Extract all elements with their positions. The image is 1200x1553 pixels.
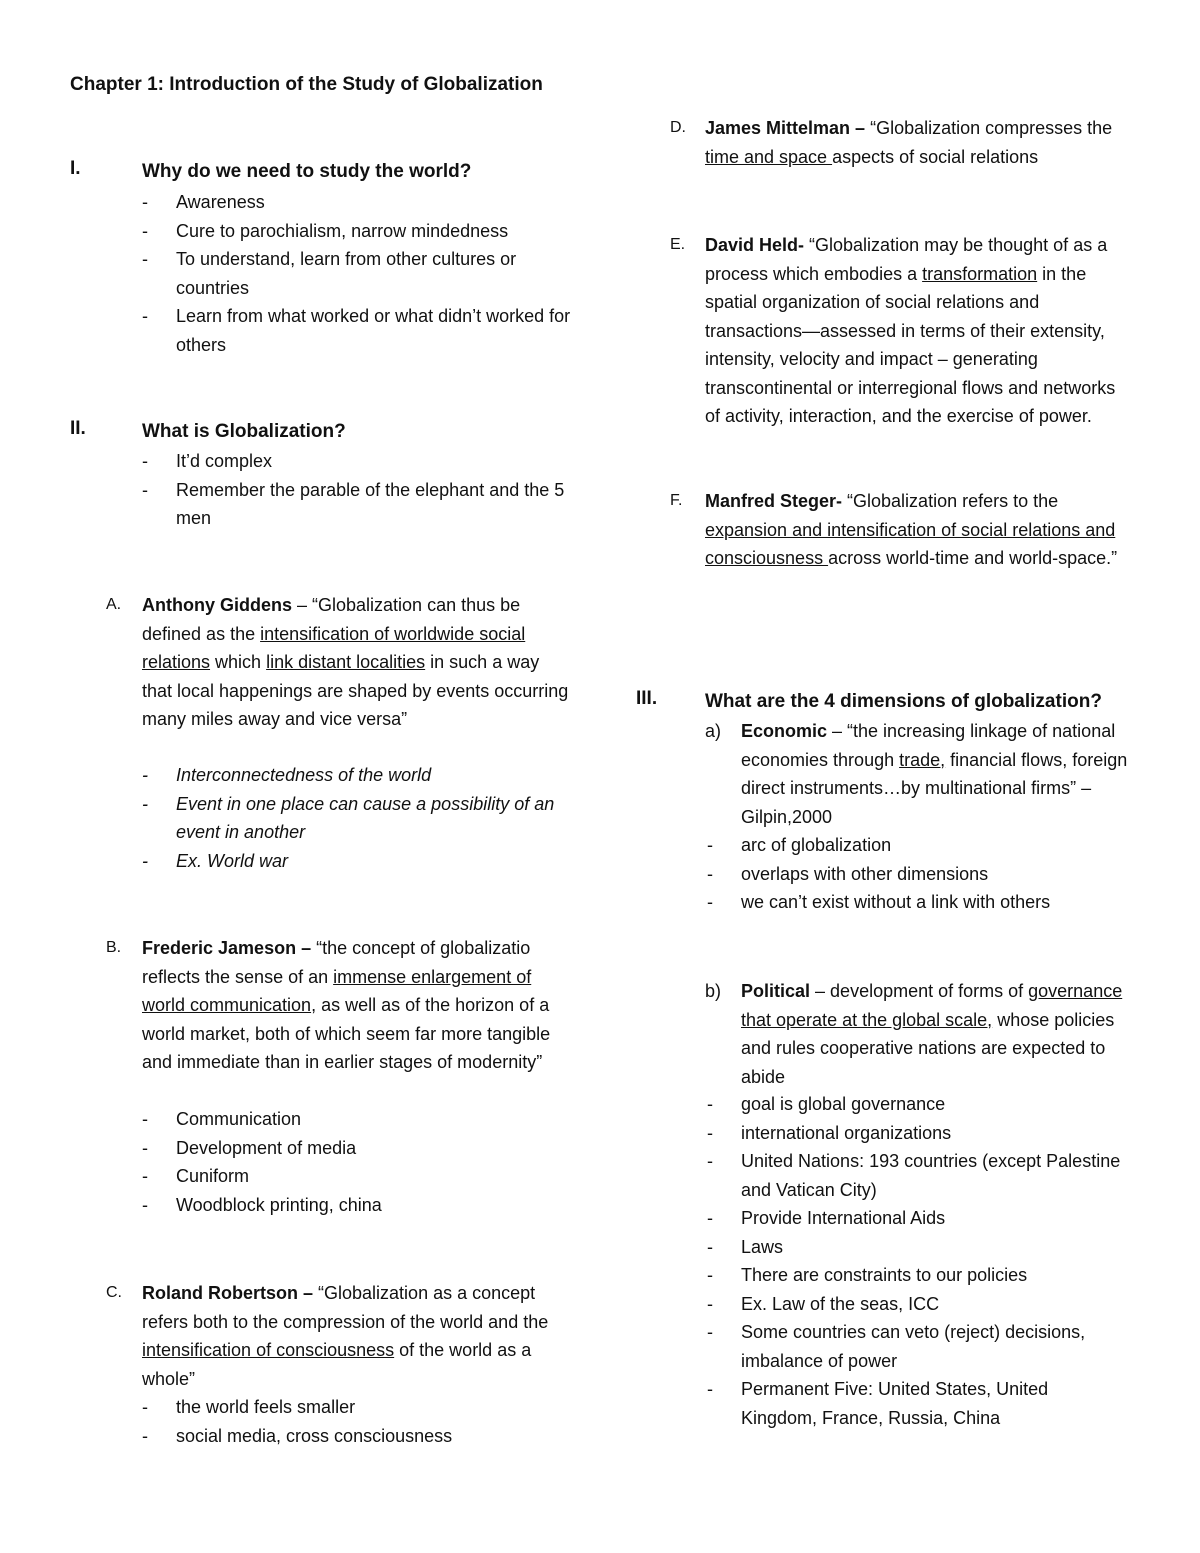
list-item: - United Nations: 193 countries (except Palestine and Vatican City): [707, 1151, 1121, 1200]
entry-e-letter: E.: [670, 236, 686, 253]
list-item: - the world feels smaller: [142, 1397, 356, 1417]
entry-jameson: Frederic Jameson – “the concept of globalizatio reflects the sense of an immense enlargement of world communication, as well as of the horizon of a world market, both of which seem far more tangible and immediate than in earlier stages of modernity”: [142, 938, 551, 1072]
section-2-heading: What is Globalization?: [142, 421, 346, 442]
list-item: - overlaps with other dimensions: [707, 863, 989, 884]
list-item: - Ex. Law of the seas, ICC: [707, 1293, 940, 1314]
list-item: - Learn from what worked or what didn’t worked for others: [142, 306, 571, 355]
section-1-list: [142, 188, 576, 359]
entry-giddens: Anthony Giddens – “Globalization can thus be defined as the intensification of worldwide social relations which link distant localities in such a way that local happenings are shaped by events occurring many miles away and vice versa”: [142, 595, 569, 729]
list-item: - Laws: [707, 1236, 784, 1257]
section-1-number: I.: [70, 158, 81, 179]
entry-steger: Manfred Steger- “Globalization refers to the expansion and intensification of social relations and consciousness across world-time and world-space.”: [705, 491, 1118, 568]
entry-f-letter: F.: [670, 492, 683, 509]
entry-b-list: [142, 1105, 576, 1219]
list-item: - social media, cross consciousness: [142, 1425, 453, 1446]
list-item: - international organizations: [707, 1122, 952, 1143]
list-item: - Woodblock printing, china: [142, 1194, 382, 1215]
section-3-number: III.: [636, 688, 658, 709]
list-item: - Some countries can veto (reject) decisions, imbalance of power: [707, 1322, 1086, 1371]
entry-held: David Held- “Globalization may be thought of as a process which embodies a transformation in the spatial organization of social relations and transactions—assessed in terms of their extensity, intensity, velocity and impact – generating transcontinental or interregional flows and networks of activity, interaction, and the exercise of power.: [705, 235, 1116, 426]
list-item: - Development of media: [142, 1137, 357, 1158]
list-item: - Awareness: [142, 192, 265, 212]
entry-c-list: [142, 1393, 576, 1450]
section-2-number: II.: [70, 418, 86, 439]
list-item: - arc of globalization: [707, 835, 892, 855]
entry-mittelman: James Mittelman – “Globalization compresses the time and space aspects of social relations: [705, 118, 1113, 167]
list-item: - Communication: [142, 1109, 302, 1129]
list-item: - There are constraints to our policies: [707, 1265, 1028, 1285]
dimension-b-list: [707, 1090, 1121, 1432]
dimension-political: Political – development of forms of governance that operate at the global scale, whose policies and rules cooperative nations are expected to abide: [741, 981, 1123, 1087]
list-item: - Event in one place can cause a possibility of an event in another: [142, 793, 555, 842]
list-item: - Provide International Aids: [707, 1208, 946, 1228]
list-item: - Interconnectedness of the world: [142, 765, 432, 785]
author-name: David Held-: [705, 235, 805, 255]
dimension-name: Economic: [741, 721, 828, 741]
entry-b-letter: B.: [106, 939, 122, 956]
author-name: James Mittelman –: [705, 118, 866, 138]
author-name: Roland Robertson –: [142, 1283, 314, 1303]
chapter-title: Chapter 1: Introduction of the Study of Globalization: [70, 74, 543, 95]
list-item: - Cuniform: [142, 1166, 250, 1186]
list-item: - Ex. World war: [142, 850, 289, 871]
dimension-name: Political: [741, 981, 811, 1001]
list-item: - Permanent Five: United States, United Kingdom, France, Russia, China: [707, 1379, 1049, 1428]
entry-c-letter: C.: [106, 1284, 122, 1301]
dimension-b-letter: b): [705, 981, 722, 1001]
list-item: - Cure to parochialism, narrow mindedness: [142, 220, 509, 241]
entry-a-letter: A.: [106, 596, 122, 613]
list-item: - goal is global governance: [707, 1094, 946, 1114]
entry-d-letter: D.: [670, 119, 686, 136]
list-item: - To understand, learn from other cultures or countries: [142, 249, 517, 298]
dimension-economic: Economic – “the increasing linkage of national economies through trade, financial flows, foreign direct instruments…by multinational firms” – Gilpin,2000: [741, 721, 1128, 827]
author-name: Anthony Giddens: [142, 595, 292, 615]
entry-robertson: Roland Robertson – “Globalization as a concept refers both to the compression of the world and the intensification of consciousness of the world as a whole”: [142, 1283, 549, 1389]
author-name: Frederic Jameson –: [142, 938, 312, 958]
section-2-list: [142, 447, 576, 533]
section-1-heading: Why do we need to study the world?: [142, 161, 472, 182]
list-item: - Remember the parable of the elephant and the 5 men: [142, 479, 565, 528]
dimension-a-letter: a): [705, 721, 722, 741]
author-name: Manfred Steger-: [705, 491, 843, 511]
entry-a-list: [142, 761, 576, 875]
list-item: - we can’t exist without a link with others: [707, 892, 1051, 912]
dimension-a-list: [707, 831, 1141, 917]
section-3-heading: What are the 4 dimensions of globalization?: [705, 691, 1102, 712]
list-item: - It’d complex: [142, 451, 273, 471]
